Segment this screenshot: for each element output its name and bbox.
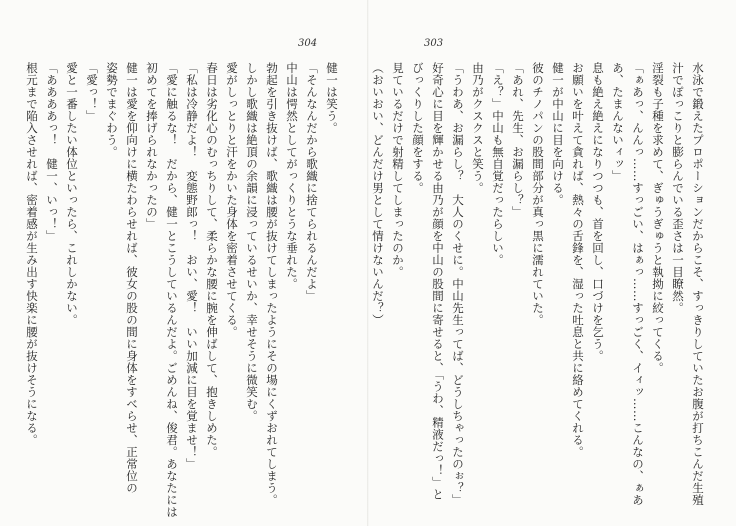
text-line: お願いを叶えて貪れば、熱々の舌鋒を、湿った吐息と共に絡めてくれる。: [571, 62, 585, 458]
text-line: 勃起を引き抜けば、歌織は腰が抜けてしまったようにその場にくずおれてしまう。: [265, 62, 279, 506]
right-page-number: 303: [424, 38, 444, 49]
text-line: しかし歌織は絶頂の余韻に浸っているせいか、幸せそうに微笑む。: [245, 62, 259, 422]
text-line: 健一は愛を仰向けに横たわらせれば、彼女の股の間に身体をすべらせ、正常位の: [125, 62, 139, 494]
left-page-number: 304: [298, 38, 318, 49]
text-line: びっくりした顔をする。: [411, 62, 425, 194]
text-line: 見ているだけで射精してしまったのか。: [391, 62, 405, 278]
text-line: 「そんなんだから歌織に捨てられるんだよ」: [305, 62, 319, 302]
text-line: 息も絶え絶えになりつつも、首を回し、口づけを乞う。: [591, 62, 605, 362]
text-line: 水泳で鍛えたプロポーションだからこそ、すっきりしていたお腹が打ちこんだ生殖: [691, 62, 705, 506]
text-line: 「愛に触るな！ だから、健一とこうしているんだよ。ごめんね、俊君。あなたには: [165, 62, 179, 518]
text-line: 春日は劣化心のむっちりして、柔らかな腰に腕を伸ばして、抱きしめた。: [205, 62, 219, 458]
text-line: 汁でぽっこりと膨らんでいる歪さは一目瞭然。: [671, 62, 685, 314]
text-line: 初めてを捧げられなかったの」: [145, 62, 159, 230]
text-line: 「愛っ！」: [85, 62, 99, 122]
text-line: 愛と一番したい体位といったら、これしかない。: [65, 62, 79, 326]
text-line: 健一は笑う。: [325, 62, 339, 134]
text-line: 姿勢でまぐわう。: [105, 62, 119, 158]
left-page-text: [25, 62, 342, 518]
text-line: 「ああああっ！ 健一、いっ！」: [45, 62, 59, 242]
text-line: あ、たまんないィッ」: [611, 62, 625, 182]
text-line: （おいおい、どんだけ男として情けないんだ？）: [371, 62, 385, 326]
text-line: 健一が中山に目を向ける。: [551, 62, 565, 206]
text-line: 中山は愕然としてがっくりとうな垂れた。: [285, 62, 299, 290]
text-line: 「ぁあっ、んんっ……すっごい、はぁっ……すっごく、イィッ……こんなの、ぁあ: [631, 62, 645, 506]
text-line: 「うわあ、お漏らし？ 大人のくせに。中山先生ってば、どうしちゃったのぉ？」: [451, 62, 465, 506]
text-line: 根元まで陥入させれば、密着感が生み出す快楽に腰が抜けそうになる。: [25, 62, 39, 446]
text-line: 彼のチノパンの股間部分が真っ黒に濡れていた。: [531, 62, 545, 326]
text-line: 「あれ、先生、お漏らし？」: [511, 62, 525, 218]
text-line: 好奇心に目を輝かせる由乃が顔を中山の股間に寄せると、「うわ、精液だっ！」と: [431, 62, 445, 501]
text-line: 愛がしっとりと汗をかいた身体を密着させてくる。: [225, 62, 239, 338]
text-line: 「私は冷静だよ！ 変態野郎っ！ おい、愛！ いい加減に目を覚ませ！」: [185, 62, 199, 470]
text-line: 淫裂も子種を求めて、ぎゅうぎゅうと執拗に絞ってくる。: [651, 62, 665, 374]
text-line: 由乃がクスクスと笑う。: [471, 62, 485, 194]
text-line: 「え？」中山も無自覚だったらしい。: [491, 62, 505, 266]
right-page-text: [371, 62, 708, 506]
